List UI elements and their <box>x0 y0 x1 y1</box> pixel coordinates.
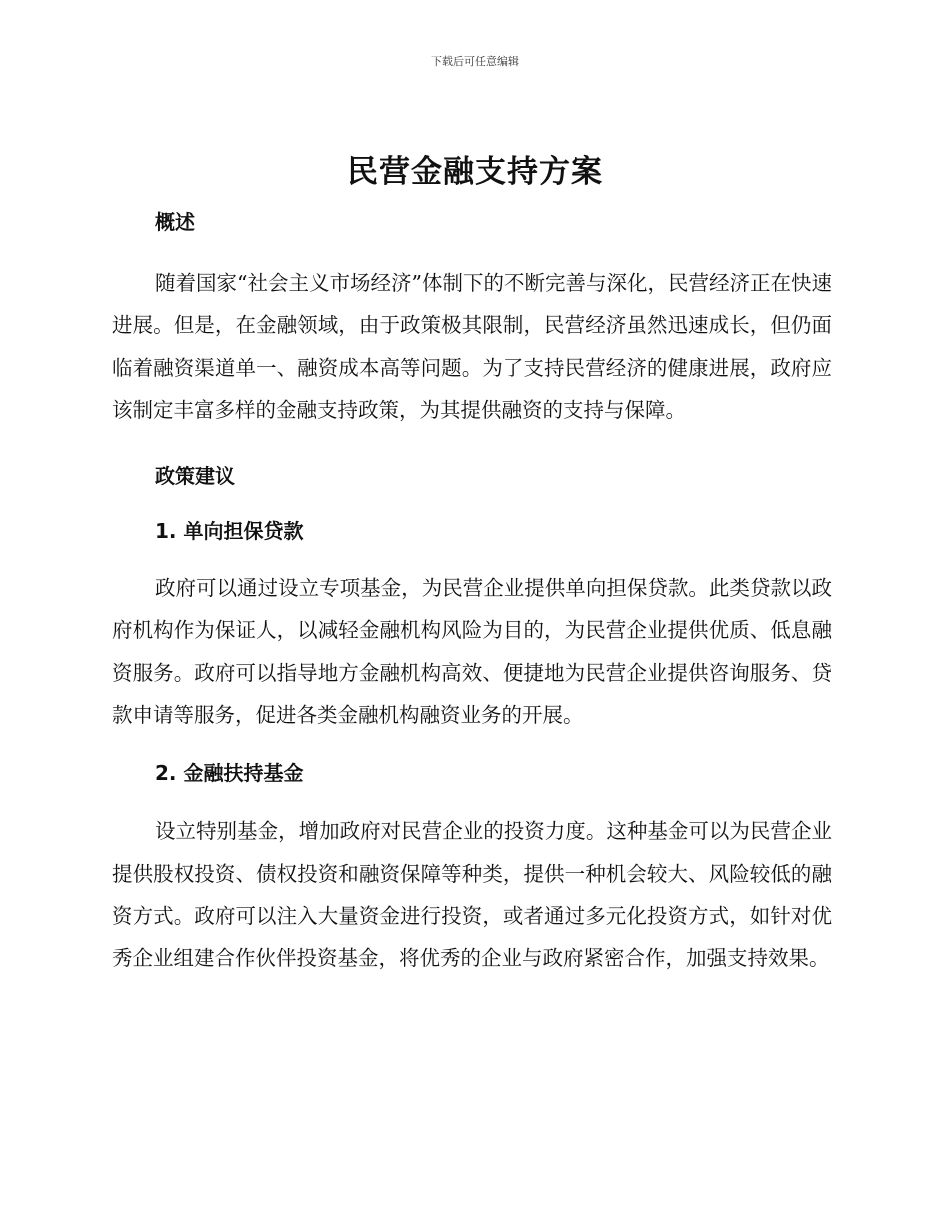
subsection-heading-guarantee-loan: 1. 单向担保贷款 <box>155 519 304 544</box>
guarantee-loan-paragraph: 政府可以通过设立专项基金，为民营企业提供单向担保贷款。此类贷款以政府机构作为保证人，以减轻金融机构风险为目的，为民营企业提供优质、低息融资服务。政府可以指导地方金融机构高效、便捷地为民营企业提供咨询服务、贷款申请等服务，促进各类金融机构融资业务的开展。 <box>112 576 832 728</box>
document-body <box>112 148 832 980</box>
overview-paragraph: 随着国家“社会主义市场经济”体制下的不断完善与深化，民营经济正在快速进展。但是，在金融领域，由于政策极其限制，民营经济虽然迅速成长，但仍面临着融资渠道单一、融资成本高等问题。为了支持民营经济的健康进展，政府应该制定丰富多样的金融支持政策，为其提供融资的支持与保障。 <box>112 271 832 422</box>
section-heading-overview: 概述 <box>155 210 195 234</box>
subsection-heading-support-fund: 2. 金融扶持基金 <box>155 761 304 786</box>
support-fund-paragraph: 设立特别基金，增加政府对民营企业的投资力度。这种基金可以为民营企业提供股权投资、债权投资和融资保障等种类，提供一种机会较大、风险较低的融资方式。政府可以注入大量资金进行投资，或者通过多元化投资方式，如针对优秀企业组建合作伙伴投资基金，将优秀的企业与政府紧密合作，加强支持效果。 <box>112 819 832 971</box>
document-title: 民营金融支持方案 <box>347 154 603 190</box>
header-note: 下载后可任意编辑 <box>431 55 519 68</box>
section-heading-policy: 政策建议 <box>155 464 235 489</box>
